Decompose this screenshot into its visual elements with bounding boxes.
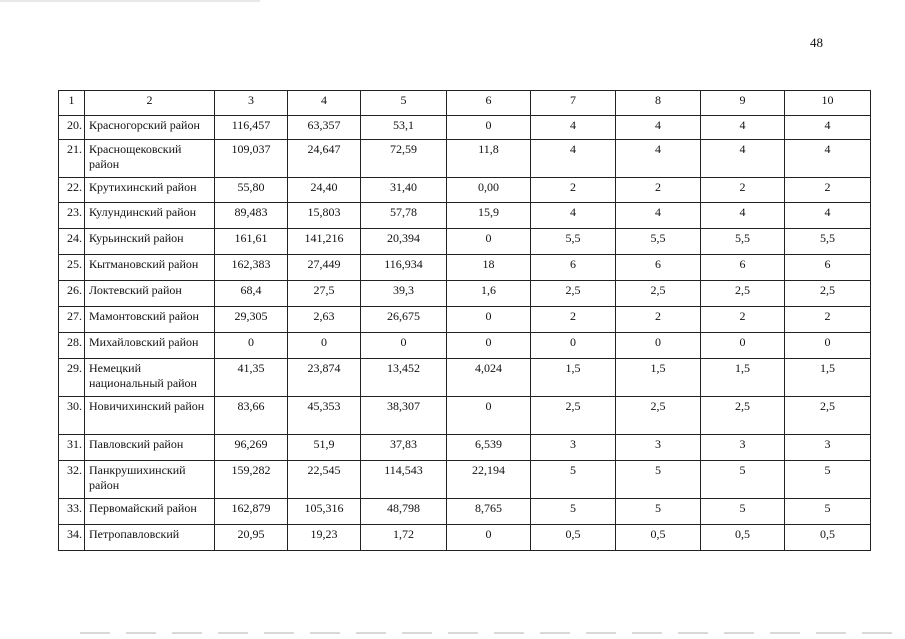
value-cell: 0 (447, 307, 531, 333)
row-number-cell: 33. (59, 499, 85, 525)
value-cell: 0 (447, 397, 531, 435)
value-cell: 2 (701, 178, 785, 203)
district-name-cell: Кытмановский район (85, 255, 215, 281)
value-cell: 38,307 (361, 397, 447, 435)
value-cell: 19,23 (288, 525, 361, 551)
district-name-cell: Немецкий национальный район (85, 359, 215, 397)
value-cell: 5 (531, 499, 616, 525)
value-cell: 2,5 (785, 281, 871, 307)
value-cell: 96,269 (215, 435, 288, 461)
value-cell: 4 (616, 140, 701, 178)
table-row (59, 435, 871, 461)
value-cell: 0,5 (785, 525, 871, 551)
value-cell: 3 (616, 435, 701, 461)
value-cell: 13,452 (361, 359, 447, 397)
value-cell: 20,95 (215, 525, 288, 551)
row-number-cell: 20. (59, 116, 85, 140)
value-cell: 83,66 (215, 397, 288, 435)
value-cell: 6,539 (447, 435, 531, 461)
value-cell: 0 (447, 116, 531, 140)
district-name-cell: Михайловский район (85, 333, 215, 359)
value-cell: 2,5 (701, 281, 785, 307)
value-cell: 41,35 (215, 359, 288, 397)
value-cell: 8,765 (447, 499, 531, 525)
value-cell: 68,4 (215, 281, 288, 307)
value-cell: 55,80 (215, 178, 288, 203)
value-cell: 5 (616, 461, 701, 499)
table-row (59, 116, 871, 140)
district-name-cell: Красногорский район (85, 116, 215, 140)
value-cell: 4 (531, 116, 616, 140)
value-cell: 51,9 (288, 435, 361, 461)
page-number: 48 (810, 35, 823, 50)
value-cell: 22,194 (447, 461, 531, 499)
value-cell: 4 (531, 203, 616, 229)
value-cell: 105,316 (288, 499, 361, 525)
value-cell: 0 (215, 333, 288, 359)
value-cell: 159,282 (215, 461, 288, 499)
district-name-cell: Новичихинский район (85, 397, 215, 435)
table-row (59, 255, 871, 281)
value-cell: 5,5 (785, 229, 871, 255)
header-cell: 4 (288, 91, 361, 116)
row-number-cell: 27. (59, 307, 85, 333)
value-cell: 162,383 (215, 255, 288, 281)
value-cell: 5,5 (616, 229, 701, 255)
value-cell: 5 (701, 499, 785, 525)
table-row (59, 499, 871, 525)
row-number-cell: 25. (59, 255, 85, 281)
value-cell: 3 (785, 435, 871, 461)
value-cell: 15,803 (288, 203, 361, 229)
value-cell: 0,00 (447, 178, 531, 203)
value-cell: 0 (361, 333, 447, 359)
value-cell: 27,449 (288, 255, 361, 281)
table-row (59, 307, 871, 333)
value-cell: 0,5 (701, 525, 785, 551)
value-cell: 162,879 (215, 499, 288, 525)
value-cell: 2 (616, 307, 701, 333)
value-cell: 53,1 (361, 116, 447, 140)
district-name-cell: Курьинский район (85, 229, 215, 255)
value-cell: 2 (785, 307, 871, 333)
value-cell: 0,5 (616, 525, 701, 551)
value-cell: 2,5 (616, 281, 701, 307)
value-cell: 141,216 (288, 229, 361, 255)
value-cell: 1,5 (531, 359, 616, 397)
value-cell: 0 (447, 333, 531, 359)
header-cell: 6 (447, 91, 531, 116)
value-cell: 4 (785, 140, 871, 178)
district-name-cell: Локтевский район (85, 281, 215, 307)
table-row (59, 229, 871, 255)
district-name-cell: Краснощековский район (85, 140, 215, 178)
row-number-cell: 31. (59, 435, 85, 461)
value-cell: 0 (531, 333, 616, 359)
value-cell: 5 (531, 461, 616, 499)
value-cell: 0 (288, 333, 361, 359)
value-cell: 5 (785, 461, 871, 499)
value-cell: 26,675 (361, 307, 447, 333)
row-number-cell: 28. (59, 333, 85, 359)
value-cell: 109,037 (215, 140, 288, 178)
value-cell: 15,9 (447, 203, 531, 229)
value-cell: 24,647 (288, 140, 361, 178)
value-cell: 4 (701, 140, 785, 178)
value-cell: 3 (701, 435, 785, 461)
district-name-cell: Кулундинский район (85, 203, 215, 229)
value-cell: 2 (701, 307, 785, 333)
value-cell: 5,5 (531, 229, 616, 255)
scan-artifact (80, 632, 900, 634)
header-cell: 3 (215, 91, 288, 116)
value-cell: 0 (701, 333, 785, 359)
value-cell: 161,61 (215, 229, 288, 255)
value-cell: 114,543 (361, 461, 447, 499)
value-cell: 2,63 (288, 307, 361, 333)
header-cell: 5 (361, 91, 447, 116)
value-cell: 0 (447, 525, 531, 551)
value-cell: 23,874 (288, 359, 361, 397)
header-cell: 10 (785, 91, 871, 116)
value-cell: 20,394 (361, 229, 447, 255)
table-body (59, 91, 871, 551)
table-row (59, 178, 871, 203)
value-cell: 2 (531, 178, 616, 203)
district-name-cell: Панкрушихинский район (85, 461, 215, 499)
value-cell: 22,545 (288, 461, 361, 499)
value-cell: 2,5 (531, 397, 616, 435)
value-cell: 5 (701, 461, 785, 499)
row-number-cell: 29. (59, 359, 85, 397)
row-number-cell: 32. (59, 461, 85, 499)
value-cell: 63,357 (288, 116, 361, 140)
value-cell: 4 (785, 203, 871, 229)
value-cell: 18 (447, 255, 531, 281)
header-row (59, 91, 871, 116)
row-number-cell: 26. (59, 281, 85, 307)
value-cell: 48,798 (361, 499, 447, 525)
value-cell: 24,40 (288, 178, 361, 203)
value-cell: 0 (447, 229, 531, 255)
value-cell: 116,457 (215, 116, 288, 140)
district-table (58, 90, 871, 551)
value-cell: 1,5 (616, 359, 701, 397)
value-cell: 89,483 (215, 203, 288, 229)
value-cell: 1,72 (361, 525, 447, 551)
value-cell: 3 (531, 435, 616, 461)
value-cell: 5 (616, 499, 701, 525)
district-name-cell: Первомайский район (85, 499, 215, 525)
value-cell: 2,5 (531, 281, 616, 307)
value-cell: 6 (701, 255, 785, 281)
value-cell: 0 (785, 333, 871, 359)
value-cell: 57,78 (361, 203, 447, 229)
value-cell: 39,3 (361, 281, 447, 307)
value-cell: 6 (616, 255, 701, 281)
header-cell: 7 (531, 91, 616, 116)
value-cell: 4 (616, 203, 701, 229)
row-number-cell: 30. (59, 397, 85, 435)
header-cell: 1 (59, 91, 85, 116)
value-cell: 72,59 (361, 140, 447, 178)
row-number-cell: 34. (59, 525, 85, 551)
table-row (59, 203, 871, 229)
value-cell: 4 (701, 116, 785, 140)
value-cell: 2,5 (616, 397, 701, 435)
district-name-cell: Крутихинский район (85, 178, 215, 203)
value-cell: 1,5 (785, 359, 871, 397)
value-cell: 29,305 (215, 307, 288, 333)
district-name-cell: Петропавловский (85, 525, 215, 551)
district-name-cell: Павловский район (85, 435, 215, 461)
value-cell: 5 (785, 499, 871, 525)
value-cell: 2,5 (785, 397, 871, 435)
table-row (59, 359, 871, 397)
table-row (59, 525, 871, 551)
value-cell: 6 (785, 255, 871, 281)
row-number-cell: 21. (59, 140, 85, 178)
table-row (59, 281, 871, 307)
value-cell: 6 (531, 255, 616, 281)
table-row (59, 461, 871, 499)
value-cell: 31,40 (361, 178, 447, 203)
row-number-cell: 22. (59, 178, 85, 203)
value-cell: 0 (616, 333, 701, 359)
header-cell: 2 (85, 91, 215, 116)
value-cell: 2 (785, 178, 871, 203)
scan-artifact (0, 0, 260, 2)
table-row (59, 397, 871, 435)
value-cell: 4 (616, 116, 701, 140)
value-cell: 37,83 (361, 435, 447, 461)
table-row (59, 333, 871, 359)
value-cell: 4,024 (447, 359, 531, 397)
value-cell: 4 (531, 140, 616, 178)
value-cell: 0,5 (531, 525, 616, 551)
value-cell: 45,353 (288, 397, 361, 435)
table-row (59, 140, 871, 178)
value-cell: 2,5 (701, 397, 785, 435)
row-number-cell: 23. (59, 203, 85, 229)
row-number-cell: 24. (59, 229, 85, 255)
value-cell: 4 (785, 116, 871, 140)
value-cell: 4 (701, 203, 785, 229)
value-cell: 2 (616, 178, 701, 203)
value-cell: 27,5 (288, 281, 361, 307)
value-cell: 1,5 (701, 359, 785, 397)
value-cell: 1,6 (447, 281, 531, 307)
value-cell: 5,5 (701, 229, 785, 255)
value-cell: 11,8 (447, 140, 531, 178)
value-cell: 2 (531, 307, 616, 333)
header-cell: 9 (701, 91, 785, 116)
header-cell: 8 (616, 91, 701, 116)
value-cell: 116,934 (361, 255, 447, 281)
district-name-cell: Мамонтовский район (85, 307, 215, 333)
